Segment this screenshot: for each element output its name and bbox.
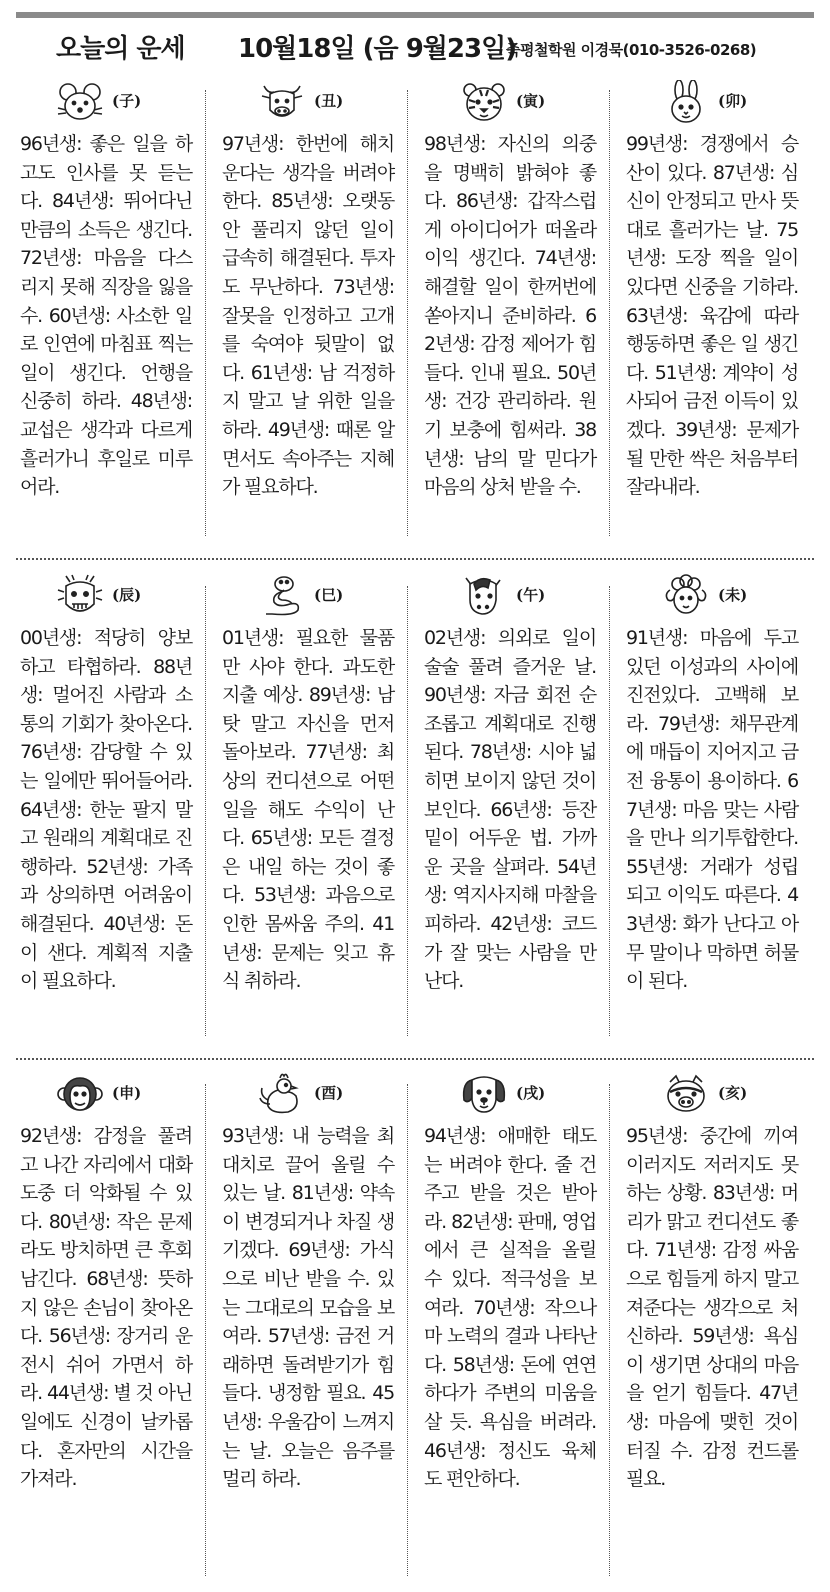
fortune-text: 93년생: 내 능력을 최대치로 끌어 올릴 수 있는 날. 81년생: 약속이 변경되거나 차질 생기겠다. 69년생: 가식으로 비난 받을 수. 있는 그대로의 모습을 보여라. 57년생: 금전 거래하면 돌려받기가 힘들다. 냉정함 필요. 45년생: 우울감이 느껴지는 날. 오늘은 음주를 멀리 하라. (222, 1125, 394, 1491)
sign-header (424, 1070, 596, 1118)
rabbit-icon (662, 80, 710, 124)
fortune-text: 95년생: 중간에 끼여 이러지도 저러지도 못하는 상황. 83년생: 머리가 맑고 컨디션도 좋다. 71년생: 감정 싸움으로 힘들게 하지 말고 져준다는 생각으로 처신하라. 59년생: 욕심이 생기면 상대의 마음을 얻기 힘들다. 47년생: 마음에 맺힌 것이 터질 수. 감정 컨드롤 필요. (626, 1125, 798, 1491)
sign-header (20, 1070, 192, 1118)
sheep-icon (662, 574, 710, 618)
sign-header (20, 78, 192, 126)
monkey-icon (56, 1072, 104, 1116)
sign-hanja: (辰) (112, 586, 142, 604)
sign-header (222, 1070, 394, 1118)
sign-header (222, 572, 394, 620)
column-divider (205, 1084, 206, 1576)
page-title: 오늘의 운세 (56, 34, 185, 64)
sign-header (626, 78, 798, 126)
dog-icon (460, 1072, 508, 1116)
top-rule (16, 12, 814, 18)
dragon-icon (56, 574, 104, 618)
sign-header (222, 78, 394, 126)
pig-icon (662, 1072, 710, 1116)
column-divider (609, 90, 610, 536)
row-divider (16, 558, 814, 560)
fortune-text: 00년생: 적당히 양보하고 타협하라. 88년생: 멀어진 사람과 소통의 기회가 찾아온다. 76년생: 감당할 수 있는 일에만 뛰어들어라. 64년생: 한눈 팔지 말고 원래의 계획대로 진행하라. 52년생: 가족과 상의하면 어려움이 해결된다. 40년생: 돈이 샌다. 계획적 지출이 필요하다. (20, 627, 192, 993)
fortune-text: 02년생: 의외로 일이 술술 풀려 즐거운 날. 90년생: 자금 회전 순조롭고 계획대로 진행된다. 78년생: 시야 넓히면 보이지 않던 것이 보인다. 66년생: 등잔밑이 어두운 법. 가까운 곳을 살펴라. 54년생: 역지사지해 마찰을 피하라. 42년생: 코드가 잘 맞는 사람을 만난다. (424, 627, 596, 993)
column-divider (205, 90, 206, 536)
sign-header (424, 78, 596, 126)
snake-icon (258, 574, 306, 618)
sign-monkey (20, 1070, 192, 1494)
sign-sheep (626, 572, 798, 996)
sign-rat (20, 78, 192, 502)
fortune-text: 92년생: 감정을 풀려고 나간 자리에서 대화 도중 더 악화될 수 있다. 80년생: 작은 문제라도 방치하면 큰 후회 남긴다. 68년생: 뜻하지 않은 손님이 찾아온다. 56년생: 장거리 운전시 쉬어 가면서 하라. 44년생: 별 것 아닌 일에도 신경이 날카롭다. 혼자만의 시간을 가져라. (20, 1125, 192, 1491)
sign-hanja: (巳) (314, 586, 344, 604)
sign-snake (222, 572, 394, 996)
sign-header (626, 572, 798, 620)
sign-hanja: (寅) (516, 92, 546, 110)
column-divider (205, 586, 206, 1036)
horse-icon (460, 574, 508, 618)
sign-header (20, 572, 192, 620)
sign-horse (424, 572, 596, 996)
sign-ox (222, 78, 394, 502)
fortune-text: 01년생: 필요한 물품만 사야 한다. 과도한 지출 예상. 89년생: 남 탓 말고 자신을 먼저 돌아보라. 77년생: 최상의 컨디션으로 어떤 일을 해도 수익이 난다. 65년생: 모든 결정은 내일 하는 것이 좋다. 53년생: 과음으로 인한 몸싸움 주의. 41년생: 문제는 잊고 휴식 취하라. (222, 627, 394, 993)
rooster-icon (258, 1072, 306, 1116)
fortune-text: 98년생: 자신의 의중을 명백히 밝혀야 좋다. 86년생: 갑작스럽게 아이디어가 떠올라 이익 생긴다. 74년생: 해결할 일이 한꺼번에 쏟아지니 준비하라. 62년생: 감정 제어가 힘들다. 인내 필요. 50년생: 건강 관리하라. 원기 보충에 힘써라. 38년생: 남의 말 믿다가 마음의 상처 받을 수. (424, 133, 596, 499)
fortune-text: 96년생: 좋은 일을 하고도 인사를 못 듣는다. 84년생: 뛰어다닌 만큼의 소득은 생긴다. 72년생: 마음을 다스리지 못해 직장을 잃을 수. 60년생: 사소한 일로 인연에 마침표 찍는 일이 생긴다. 언행을 신중히 하라. 48년생: 교섭은 생각과 다르게 흘러가니 후일로 미루어라. (20, 133, 192, 499)
column-divider (407, 90, 408, 536)
column-divider (609, 586, 610, 1036)
sign-hanja: (子) (112, 92, 142, 110)
sign-hanja: (卯) (718, 92, 748, 110)
sign-header (626, 1070, 798, 1118)
sign-dog (424, 1070, 596, 1494)
sign-hanja: (丑) (314, 92, 344, 110)
fortune-text: 91년생: 마음에 두고 있던 이성과의 사이에 진전있다. 고백해 보라. 79년생: 채무관계에 매듭이 지어지고 금전 융통이 용이하다. 67년생: 마음 맞는 사람을 만나 의기투합한다. 55년생: 거래가 성립되고 이익도 따른다. 43년생: 화가 난다고 아무 말이나 막하면 허물이 된다. (626, 627, 798, 993)
sign-hanja: (未) (718, 586, 748, 604)
column-divider (407, 586, 408, 1036)
sign-hanja: (戌) (516, 1084, 546, 1102)
sign-hanja: (申) (112, 1084, 142, 1102)
sign-header (424, 572, 596, 620)
sign-rooster (222, 1070, 394, 1494)
author-credit: 죽평철학원 이경묵(010-3526-0268) (506, 41, 757, 59)
page-date: 10월18일 (음 9월23일) (238, 34, 517, 64)
header (16, 24, 814, 68)
sign-dragon (20, 572, 192, 996)
sign-hanja: (酉) (314, 1084, 344, 1102)
sign-hanja: (午) (516, 586, 546, 604)
sign-hanja: (亥) (718, 1084, 748, 1102)
fortune-text: 99년생: 경쟁에서 승산이 있다. 87년생: 심신이 안정되고 만사 뜻대로 흘러가는 날. 75년생: 도장 찍을 일이 있다면 신중을 기하라. 63년생: 육감에 따라 행동하면 좋은 일 생긴다. 51년생: 계약이 성사되어 금전 이득이 있겠다. 39년생: 문제가 될 만한 싹은 처음부터 잘라내라. (626, 133, 798, 499)
sign-pig (626, 1070, 798, 1494)
ox-icon (258, 80, 306, 124)
fortune-text: 97년생: 한번에 해치운다는 생각을 버려야 한다. 85년생: 오랫동안 풀리지 않던 일이 급속히 해결된다. 투자도 무난하다. 73년생: 잘못을 인정하고 고개를 숙여야 뒷말이 없다. 61년생: 남 걱정하지 말고 날 위한 일을 하라. 49년생: 때론 알면서도 속아주는 지혜가 필요하다. (222, 133, 394, 499)
fortune-text: 94년생: 애매한 태도는 버려야 한다. 줄 건 주고 받을 것은 받아라. 82년생: 판매, 영업에서 큰 실적을 올릴 수 있다. 적극성을 보여라. 70년생: 작으나마 노력의 결과 나타난다. 58년생: 돈에 연연하다가 주변의 미움을 살 듯. 욕심을 버려라. 46년생: 정신도 육체도 편안하다. (424, 1125, 596, 1491)
tiger-icon (460, 80, 508, 124)
sign-rabbit (626, 78, 798, 502)
row-divider (16, 1058, 814, 1060)
sign-tiger (424, 78, 596, 502)
rat-icon (56, 80, 104, 124)
column-divider (407, 1084, 408, 1576)
column-divider (609, 1084, 610, 1576)
